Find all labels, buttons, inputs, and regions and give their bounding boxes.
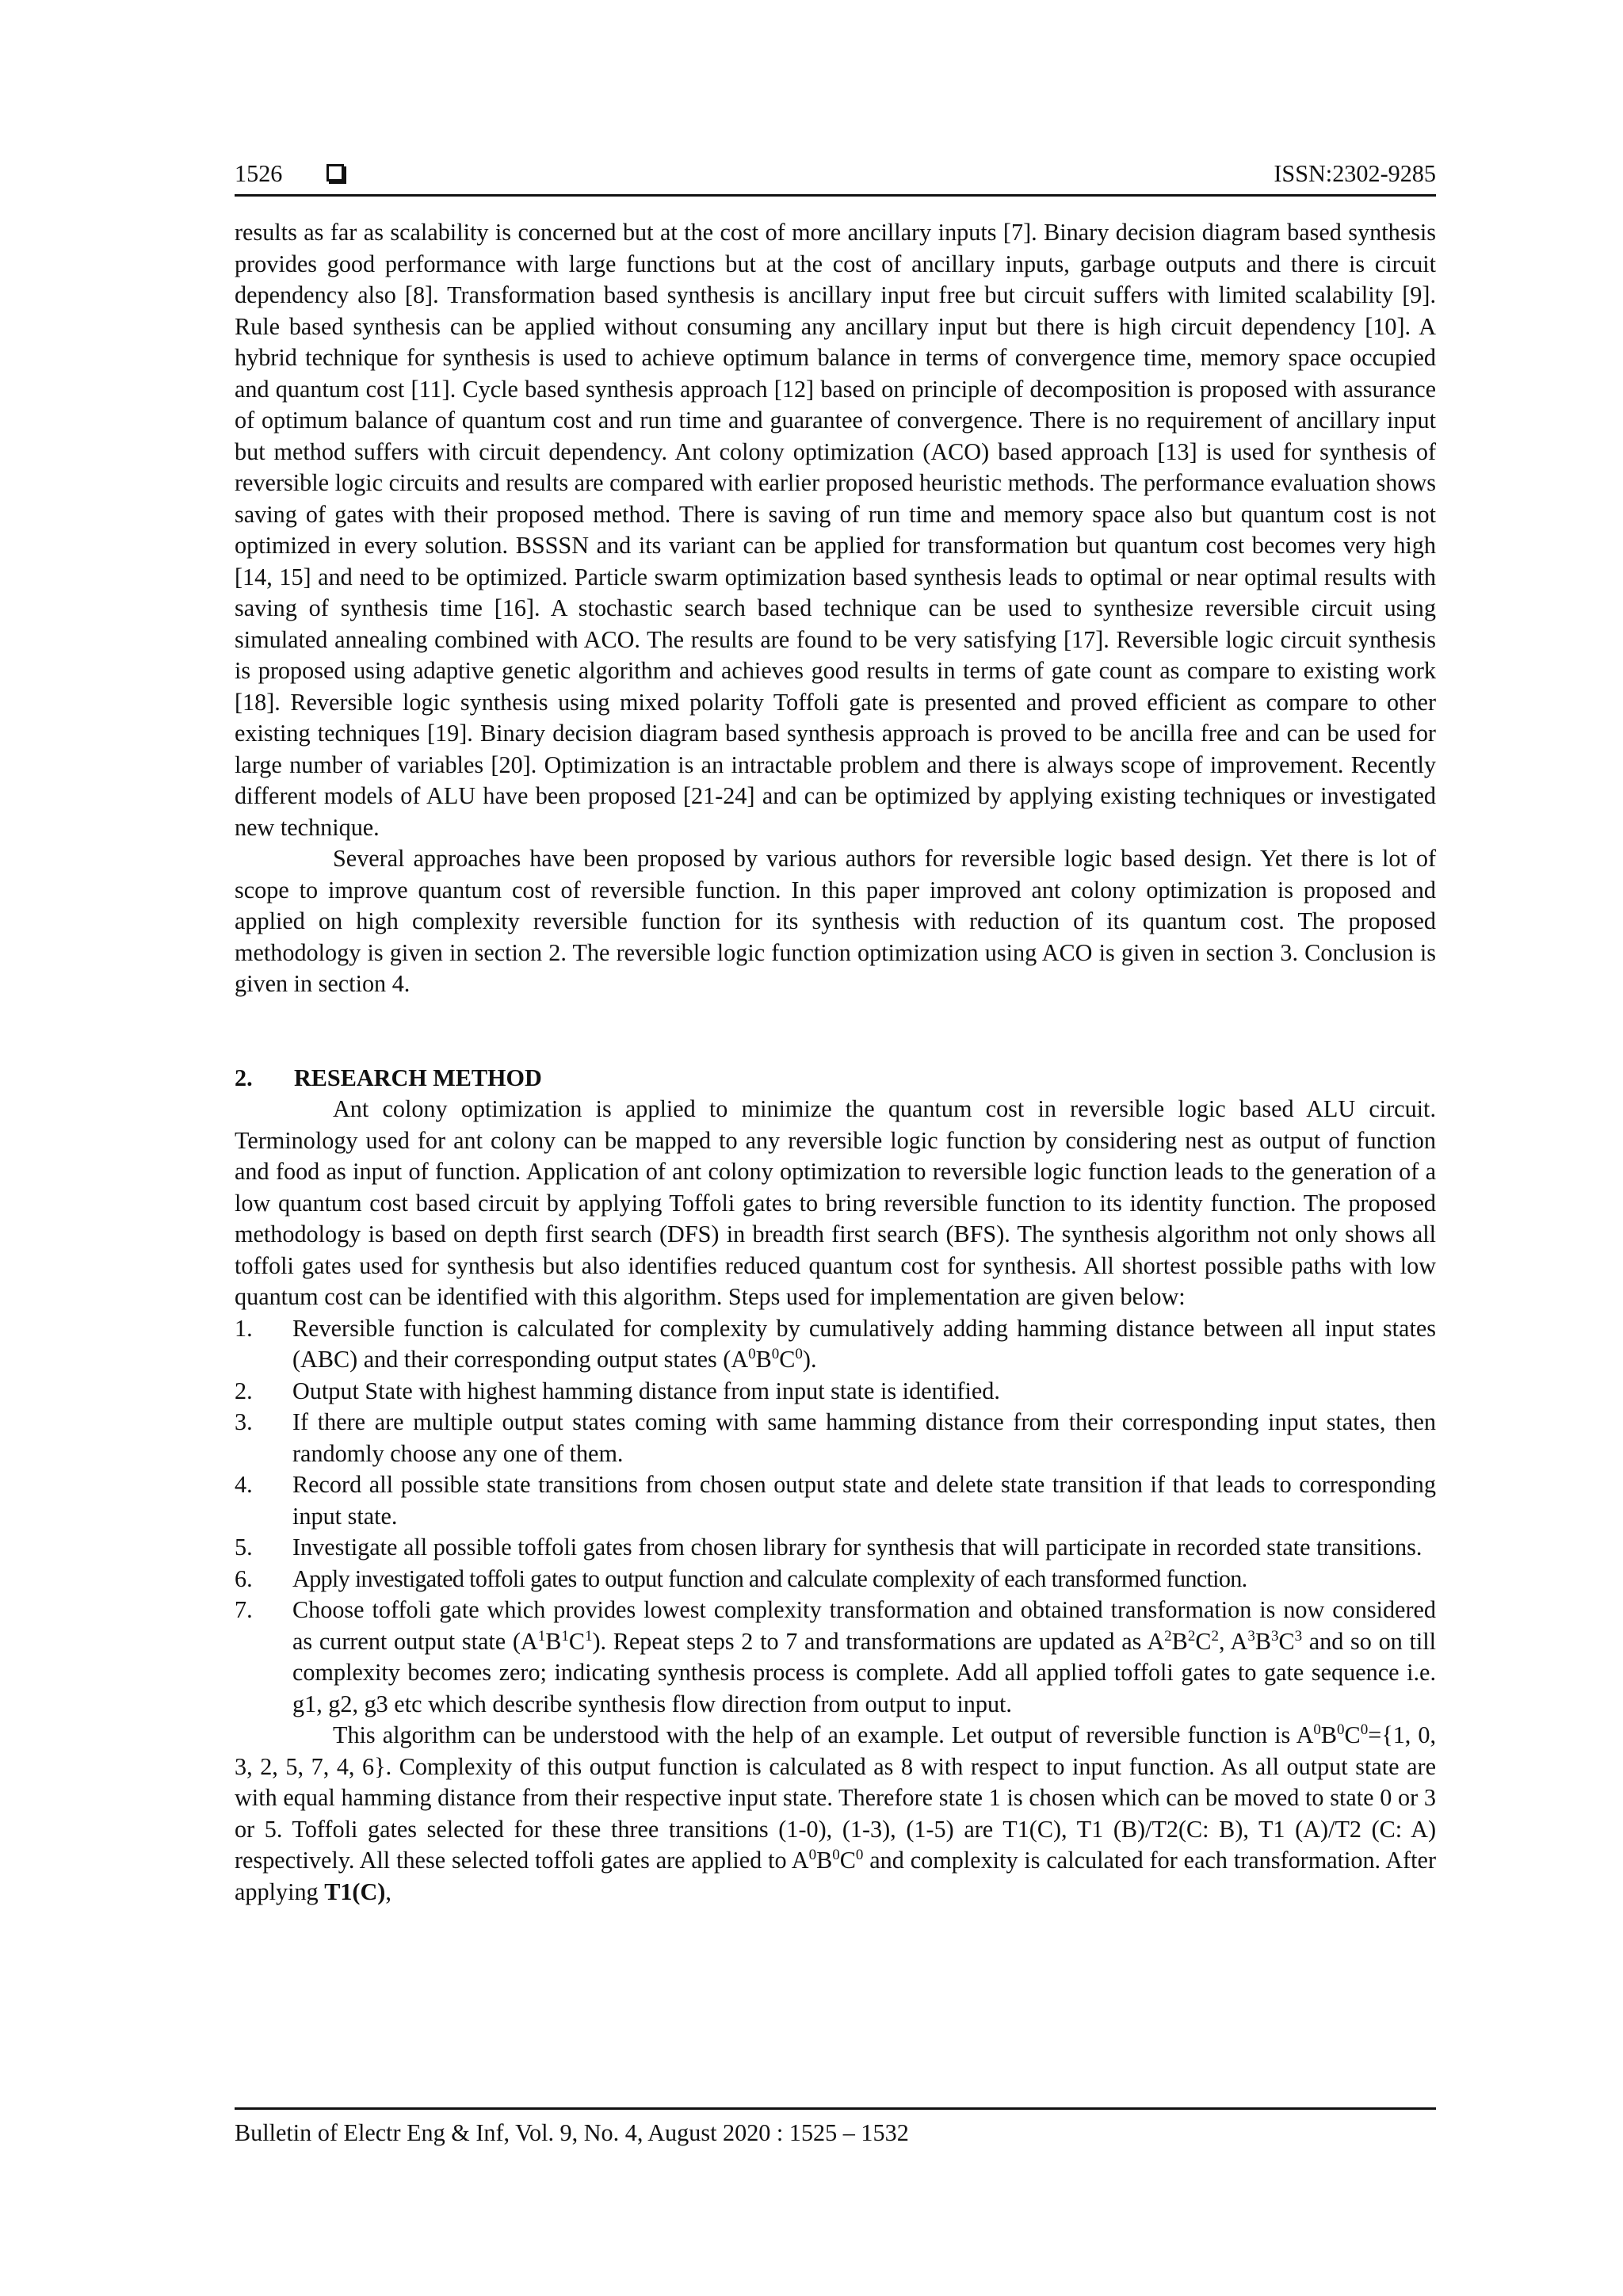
issn-label: ISSN:2302-9285 <box>1274 160 1436 187</box>
section-heading <box>235 1063 1436 1095</box>
page-number: 1526 <box>235 160 283 187</box>
method-paragraph: Ant colony optimization is applied to minimize the quantum cost in reversible logic based ALU circuit. Terminology used for ant colony can be mapped to any reversible logic function by considering nest as output of function and food as input of function. Application of ant colony optimization to reversible logic function leads to the generation of a low quantum cost based circuit by applying Toffoli gates to bring reversible function to its identity function. The proposed methodology is based on depth first search (DFS) in breadth first search (BFS). The synthesis algorithm not only shows all toffoli gates used for synthesis but also identifies reduced quantum cost for synthesis. All shortest possible paths with low quantum cost can be identified with this algorithm. Steps used for implementation are given below: <box>235 1095 1436 1310</box>
list-item: 5. Investigate all possible toffoli gates from chosen library for synthesis that will participate in recorded state transitions. <box>235 1534 1423 1561</box>
second-paragraph: Several approaches have been proposed by various authors for reversible logic based design. Yet there is lot of scope to improve quantum cost of reversible function. In this paper improved ant colony optimization is proposed and applied on high complexity reversible function for its synthesis with reduction of its quantum cost. The proposed methodology is given in section 2. The reversible logic function optimization using ACO is given in section 3. Conclusion is given in section 4. <box>235 845 1436 997</box>
list-item: 1. Reversible function is calculated for complexity by cumulatively adding hamming distance between all input states (ABC) and their corresponding output states $(A^0B^0C^0)$. <box>235 1314 1436 1373</box>
list-item: 2. Output State with highest hamming distance from input state is identified. <box>235 1377 1000 1404</box>
steps-list <box>235 1313 1436 1721</box>
page-footer <box>235 2107 1436 2149</box>
list-item: 4. Record all possible state transitions from chosen output state and delete state transition if that leads to corresponding input state. <box>235 1471 1436 1530</box>
list-item: 3. If there are multiple output states coming with same hamming distance from their corresponding input states, then randomly choose any one of them. <box>235 1408 1436 1467</box>
intro-paragraph: results as far as scalability is concerned but at the cost of more ancillary inputs [7]. Binary decision diagram based synthesis provides good performance with large functions but at the cost of ancillary inputs, garbage outputs and there is circuit dependency also [8]. Transformation based synthesis is ancillary input free but circuit suffers with limited scalability [9]. Rule based synthesis can be applied without consuming any ancillary input but there is high circuit dependency [10]. A hybrid technique for synthesis is used to achieve optimum balance in terms of convergence time, memory space occupied and quantum cost [11]. Cycle based synthesis approach [12] based on principle of decomposition is proposed with assurance of optimum balance of quantum cost and run time and guarantee of convergence. There is no requirement of ancillary input but method suffers with circuit dependency. Ant colony optimization (ACO) based approach [13] is used for synthesis of reversible logic circuits and results are compared with earlier proposed heuristic methods. The performance evaluation shows saving of gates with their proposed method. There is saving of run time and memory space also but quantum cost is not optimized in every solution. BSSSN and its variant can be applied for transformation but quantum cost becomes very high [14, 15] and need to be optimized. Particle swarm optimization based synthesis leads to optimal or near optimal results with saving of synthesis time [16]. A stochastic search based technique can be used to synthesize reversible circuit using simulated annealing combined with ACO. The results are found to be very satisfying [17]. Reversible logic circuit synthesis is proposed using adaptive genetic algorithm and achieves good results in terms of gate count as compare to existing work [18]. Reversible logic synthesis using mixed polarity Toffoli gate is presented and proved efficient as compare to other existing techniques [19]. Binary decision diagram based synthesis approach is proved to be ancilla free and can be used for large number of variables [20]. Optimization is an intractable problem and there is always scope of improvement. Recently different models of ALU have been proposed [21-24] and can be optimized by applying existing techniques or investigated new technique. <box>235 219 1436 841</box>
page-body <box>235 217 1436 1908</box>
list-item: 7. Choose toffoli gate which provides lowest complexity transformation and obtained transformation is now considered as current output state $(A^1B^1C^1)$. Repeat steps 2 to 7 and transformations are updated as $A^2B^2C^2$, $A^3B^3C^3$ and so on till complexity becomes zero; indicating synthesis process is complete. Add all applied toffoli gates to gate sequence i.e. g1, g2, g3 etc which describe synthesis flow direction from output to input. <box>235 1596 1437 1717</box>
page-header <box>235 152 1436 197</box>
list-item: 6. Apply investigated toffoli gates to output function and calculate complexity of each transformed function. <box>235 1564 1247 1592</box>
section-title: RESEARCH METHOD <box>294 1064 542 1091</box>
journal-citation: Bulletin of Electr Eng & Inf, Vol. 9, No. 4, August 2020 : 1525 – 1532 <box>235 2119 909 2146</box>
section-number: 2. <box>235 1064 253 1091</box>
square-bullet-icon <box>327 164 344 181</box>
example-paragraph: This algorithm can be understood with the help of an example. Let output of reversible function is $A^0B^0C^0=\{1$, 0, 3, 2, 5, 7, 4, 6}. Complexity of this output function is calculated as 8 with respect to input function. As all output state are with equal hamming distance from their respective input state. Therefore state 1 is chosen which can be moved to state 0 or 3 or 5. Toffoli gates selected for these three transitions (1-0), (1-3), (1-5) are T1(C), T1 (B)/T2(C: B), T1 (A)/T2 (C: A) respectively. All these selected toffoli gates are applied to $A^0B^0C^0$ and complexity is calculated for each transformation. After applying T1(C), <box>235 1721 1437 1905</box>
